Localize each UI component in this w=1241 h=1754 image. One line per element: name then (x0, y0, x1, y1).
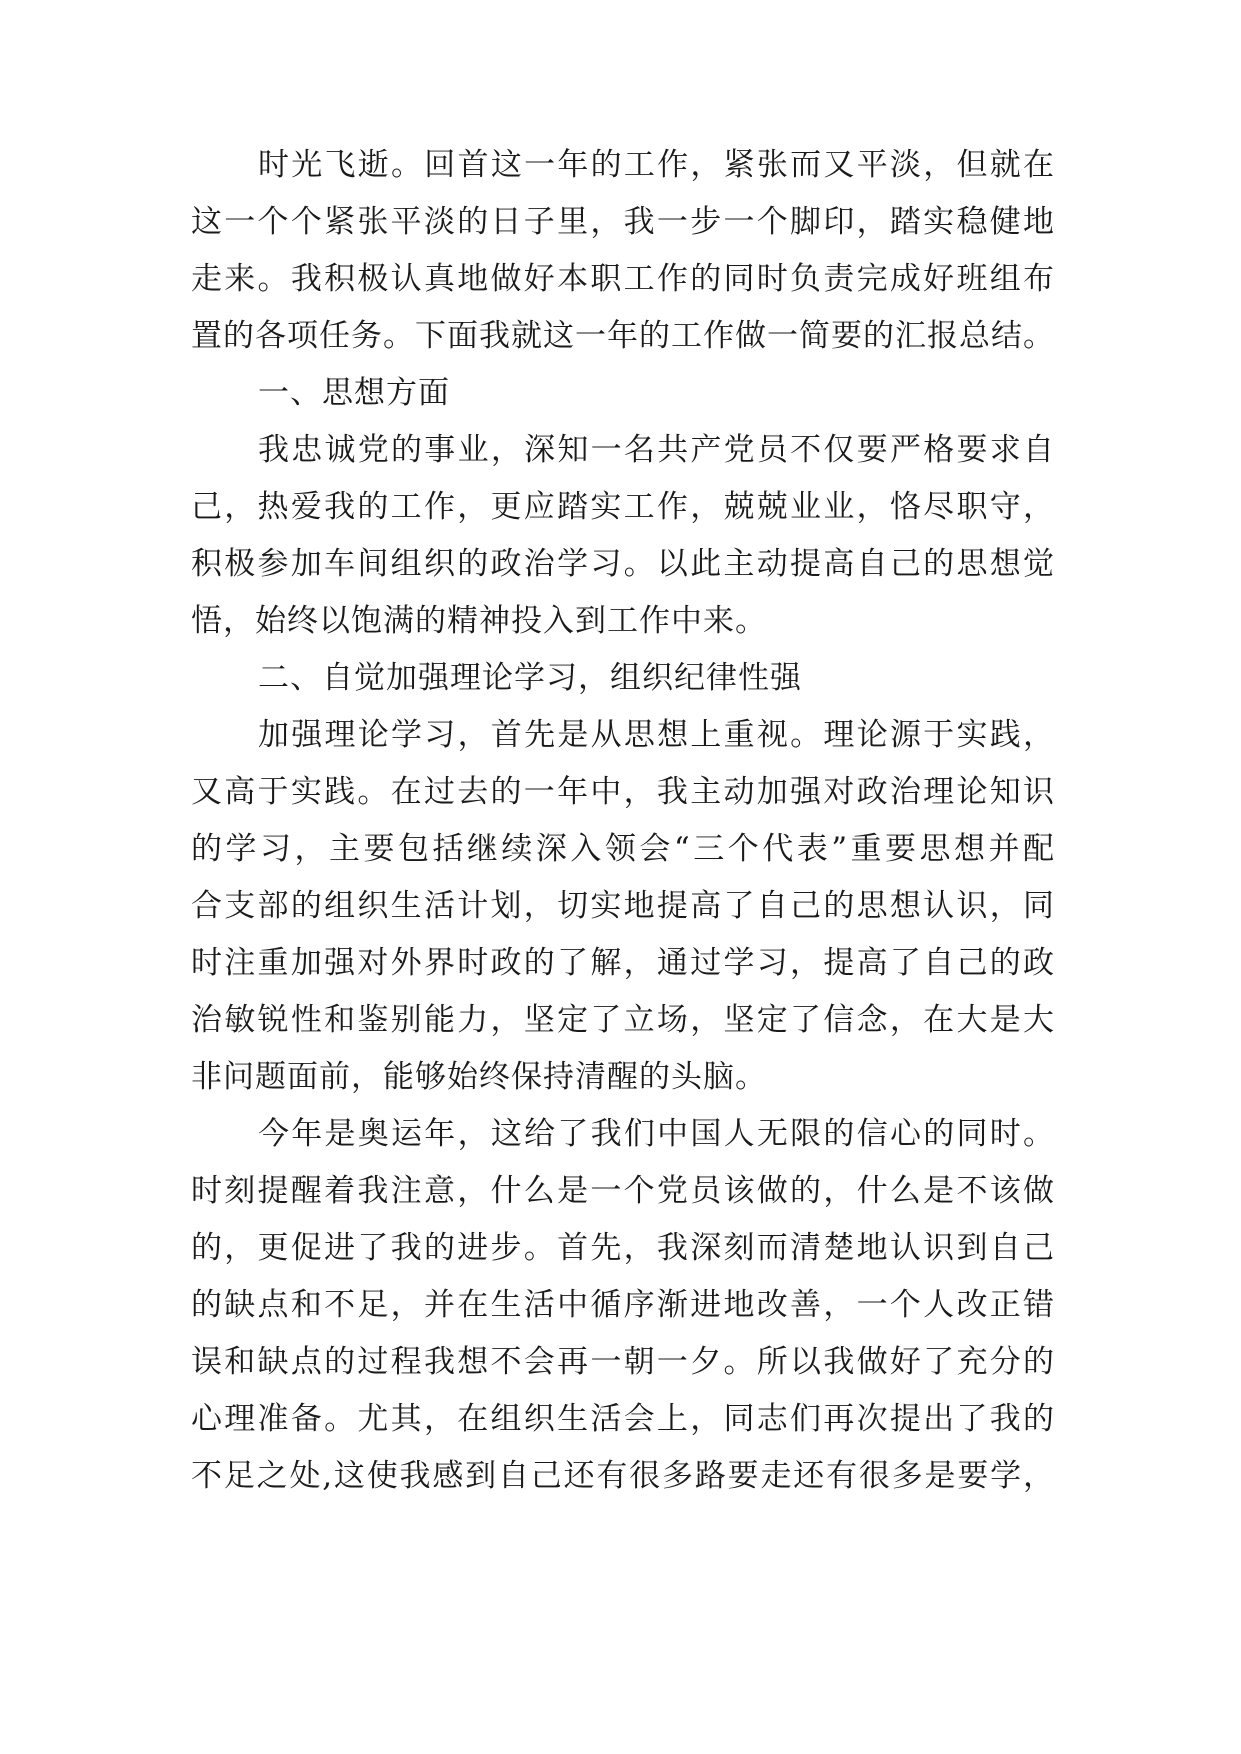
paragraph-line: 积极参加车间组织的政治学习。以此主动提高自己的思想觉 (191, 546, 1055, 582)
paragraph-line: 加强理论学习，首先是从思想上重视。理论源于实践， (258, 717, 1055, 753)
paragraph-line: 己，热爱我的工作，更应踏实工作，兢兢业业，恪尽职守， (191, 489, 1055, 525)
paragraph-line: 误和缺点的过程我想不会再一朝一夕。所以我做好了充分的 (191, 1344, 1055, 1380)
paragraph-line: 悟，始终以饱满的精神投入到工作中来。 (191, 603, 767, 639)
paragraph-line: 的缺点和不足，并在生活中循序渐进地改善，一个人改正错 (191, 1287, 1055, 1323)
paragraph-line: 的，更促进了我的进步。首先，我深刻而清楚地认识到自己 (191, 1230, 1055, 1266)
paragraph-line: 合支部的组织生活计划，切实地提高了自己的思想认识，同 (191, 888, 1055, 924)
section-heading: 二、自觉加强理论学习，组织纪律性强 (258, 660, 802, 696)
paragraph-line: 非问题面前，能够始终保持清醒的头脑。 (191, 1059, 767, 1095)
paragraph-line: 的学习，主要包括继续深入领会“三个代表”重要思想并配 (191, 831, 1055, 867)
section-heading: 一、思想方面 (258, 375, 450, 411)
paragraph-line: 置的各项任务。下面我就这一年的工作做一简要的汇报总结。 (191, 318, 1055, 354)
paragraph-line: 心理准备。尤其，在组织生活会上，同志们再次提出了我的 (191, 1401, 1055, 1437)
paragraph-line: 我忠诚党的事业，深知一名共产党员不仅要严格要求自 (258, 432, 1055, 468)
paragraph-line: 这一个个紧张平淡的日子里，我一步一个脚印，踏实稳健地 (191, 204, 1055, 240)
paragraph-line: 时注重加强对外界时政的了解，通过学习，提高了自己的政 (191, 945, 1055, 981)
paragraph-line: 不足之处,这使我感到自己还有很多路要走还有很多是要学， (191, 1458, 1055, 1494)
paragraph-line: 又高于实践。在过去的一年中，我主动加强对政治理论知识 (191, 774, 1055, 810)
paragraph-line: 今年是奥运年，这给了我们中国人无限的信心的同时。 (258, 1116, 1055, 1152)
paragraph-line: 治敏锐性和鉴别能力，坚定了立场，坚定了信念，在大是大 (191, 1002, 1055, 1038)
paragraph-line: 时刻提醒着我注意，什么是一个党员该做的，什么是不该做 (191, 1173, 1055, 1209)
paragraph-line: 走来。我积极认真地做好本职工作的同时负责完成好班组布 (191, 261, 1055, 297)
paragraph-line: 时光飞逝。回首这一年的工作，紧张而又平淡，但就在 (258, 147, 1055, 183)
